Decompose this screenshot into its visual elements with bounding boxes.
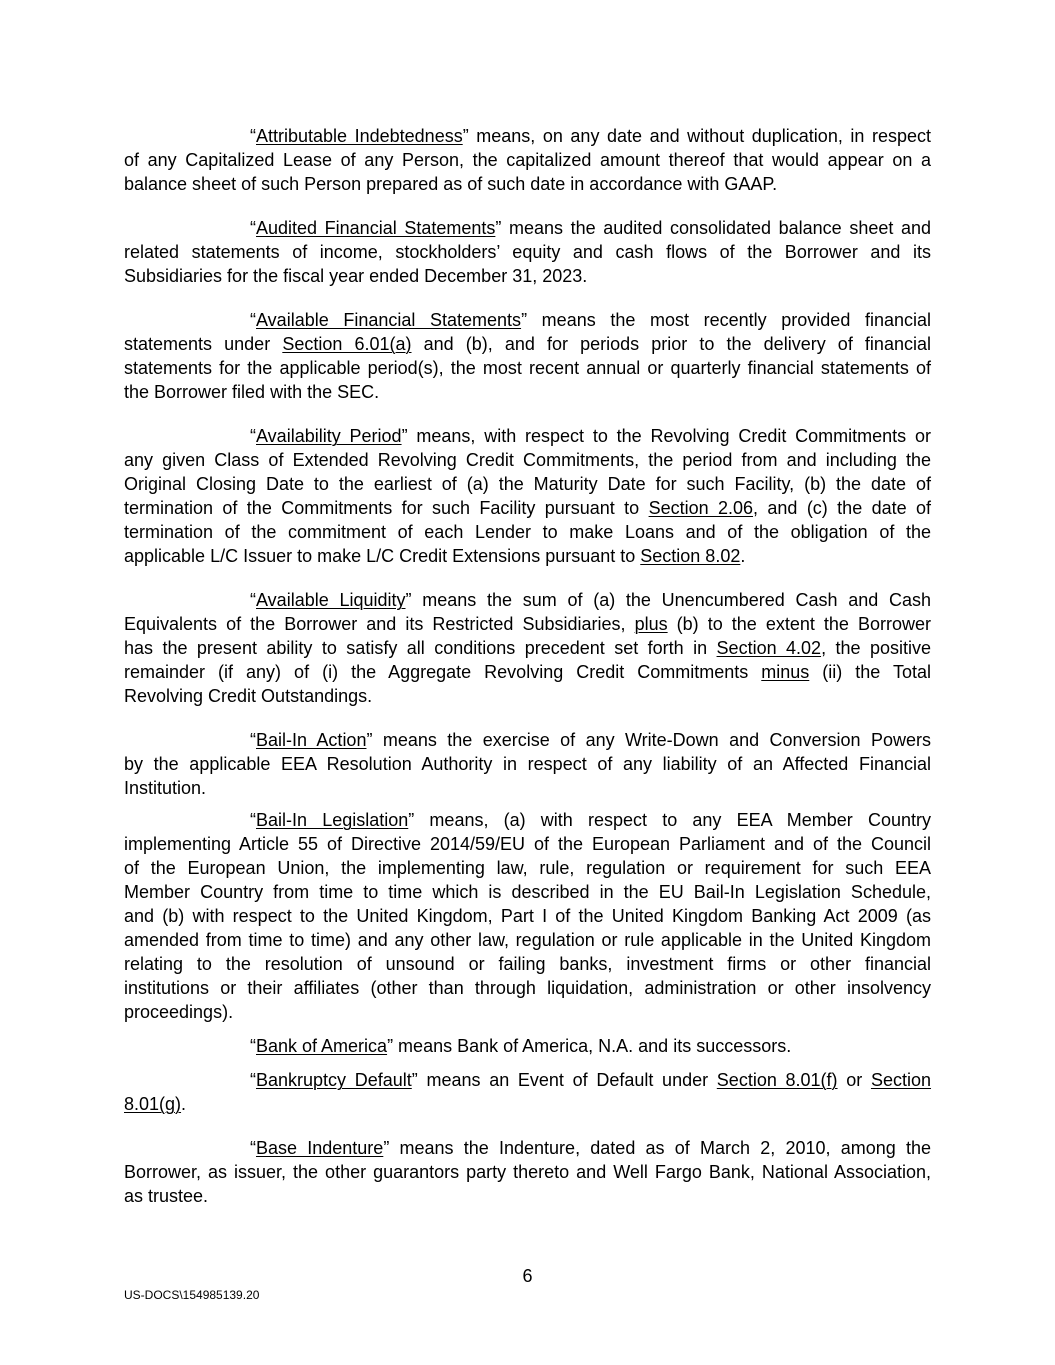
text-run: Institution.	[124, 778, 207, 798]
text-run: “	[250, 590, 256, 610]
section-reference: Section 4.02	[716, 638, 822, 658]
text-line	[124, 904, 931, 928]
text-line	[124, 1034, 931, 1058]
definition-available-liquidity	[124, 588, 931, 708]
text-run: ” means the Indenture, dated as of March 2, 2010, among the	[383, 1138, 931, 1158]
text-run: ” means the sum of (a) the Unencumbered Cash and Cash	[405, 590, 931, 610]
text-line	[124, 976, 931, 1000]
text-line	[124, 684, 931, 708]
definition-attributable-indebtedness	[124, 124, 931, 196]
text-run: and (b) with respect to the United Kingdom, Part I of the United Kingdom Banking Act 2009 (as	[124, 906, 931, 926]
text-line	[124, 124, 931, 148]
text-run: of the European Union, the implementing law, rule, regulation or requirement for such EEA	[124, 858, 931, 878]
text-run: Subsidiaries for the fiscal year ended December 31, 2023.	[124, 266, 588, 286]
text-run: by the applicable EEA Resolution Authority in respect of any liability of an Affected Financial	[124, 754, 931, 774]
text-line	[124, 1068, 931, 1092]
text-run: proceedings).	[124, 1002, 234, 1022]
text-run: Original Closing Date to the earliest of (a) the Maturity Date for such Facility, (b) the date of	[124, 474, 931, 494]
text-run: institutions or their affiliates (other than through liquidation, administration or other insolvency	[124, 978, 931, 998]
document-id-footer: US-DOCS\154985139.20	[124, 1288, 260, 1302]
text-run: ” means, with respect to the Revolving Credit Commitments or	[401, 426, 931, 446]
text-run: ” means the audited consolidated balance sheet and	[495, 218, 931, 238]
text-run: Equivalents of the Borrower and its Restricted Subsidiaries,	[124, 614, 635, 634]
text-run: ” means the exercise of any Write-Down and Conversion Powers	[366, 730, 931, 750]
text-run: Member Country from time to time which is described in the EU Bail-In Legislation Schedule,	[124, 882, 931, 902]
text-run: , the positive	[821, 638, 931, 658]
text-line	[124, 752, 931, 776]
text-line	[124, 808, 931, 832]
text-line	[124, 612, 931, 636]
section-reference: 8.01(g)	[124, 1094, 182, 1114]
section-reference: Section 8.02	[640, 546, 741, 566]
text-run: ” means the most recently provided financial	[521, 310, 931, 330]
text-line	[124, 1136, 931, 1160]
text-run: Revolving Credit Outstandings.	[124, 686, 373, 706]
text-run: “	[250, 1138, 256, 1158]
text-line	[124, 776, 931, 800]
text-run: (b) to the extent the Borrower	[667, 614, 932, 634]
text-line	[124, 544, 931, 568]
text-run: “	[250, 730, 256, 750]
text-run: “	[250, 1036, 256, 1056]
underlined-word: minus	[761, 662, 810, 682]
text-line	[124, 880, 931, 904]
defined-term: Available Financial Statements	[256, 310, 522, 330]
defined-term: Bank of America	[256, 1036, 388, 1056]
text-run: remainder (if any) of (i) the Aggregate Revolving Credit Commitments	[124, 662, 762, 682]
text-run: .	[181, 1094, 187, 1114]
defined-term: Base Indenture	[256, 1138, 384, 1158]
text-line	[124, 380, 931, 404]
text-run: as trustee.	[124, 1186, 209, 1206]
text-line	[124, 240, 931, 264]
text-line	[124, 472, 931, 496]
text-line	[124, 1184, 931, 1208]
text-run: implementing Article 55 of Directive 2014/59/EU of the European Parliament and of the Council	[124, 834, 931, 854]
text-line	[124, 856, 931, 880]
defined-term: Bankruptcy Default	[256, 1070, 412, 1090]
text-run: , and (c) the date of	[753, 498, 931, 518]
defined-term: Attributable Indebtedness	[256, 126, 463, 146]
text-run: or	[837, 1070, 871, 1090]
defined-term: Availability Period	[256, 426, 402, 446]
definition-available-financial-statements	[124, 308, 931, 404]
text-run: ” means an Event of Default under	[411, 1070, 717, 1090]
text-run: “	[250, 218, 256, 238]
section-reference: Section 6.01(a)	[282, 334, 412, 354]
definition-availability-period	[124, 424, 931, 568]
text-run: applicable L/C Issuer to make L/C Credit Extensions pursuant to	[124, 546, 641, 566]
text-line	[124, 216, 931, 240]
text-run: ” means, on any date and without duplication, in respect	[462, 126, 931, 146]
text-run: .	[740, 546, 746, 566]
text-line	[124, 148, 931, 172]
defined-term: Bail-In Action	[256, 730, 367, 750]
text-run: Borrower, as issuer, the other guarantors party thereto and Well Fargo Bank, National Association,	[124, 1162, 931, 1182]
text-run: any given Class of Extended Revolving Credit Commitments, the period from and including the	[124, 450, 931, 470]
section-reference: Section	[870, 1070, 932, 1090]
text-line	[124, 660, 931, 684]
definition-audited-financial-statements	[124, 216, 931, 288]
text-run: (ii) the Total	[809, 662, 932, 682]
definition-bail-in-legislation	[124, 808, 931, 1024]
text-line	[124, 332, 931, 356]
text-run: relating to the resolution of unsound or failing banks, investment firms or other financial	[124, 954, 931, 974]
text-line	[124, 1160, 931, 1184]
text-line	[124, 264, 931, 288]
text-line	[124, 424, 931, 448]
definition-bankruptcy-default	[124, 1068, 931, 1116]
text-run: “	[250, 310, 256, 330]
text-run: “	[250, 810, 256, 830]
section-reference: Section 8.01(f)	[716, 1070, 838, 1090]
text-line	[124, 636, 931, 660]
text-run: “	[250, 1070, 256, 1090]
text-line	[124, 308, 931, 332]
text-run: “	[250, 426, 256, 446]
defined-term: Available Liquidity	[256, 590, 406, 610]
text-line	[124, 1000, 931, 1024]
text-line	[124, 356, 931, 380]
text-run: amended from time to time) and any other law, regulation or rule applicable in the United Kingdom	[124, 930, 931, 950]
text-line	[124, 728, 931, 752]
text-run: has the present ability to satisfy all conditions precedent set forth in	[124, 638, 717, 658]
text-line	[124, 496, 931, 520]
text-run: “	[250, 126, 256, 146]
underlined-word: plus	[634, 614, 668, 634]
text-line	[124, 928, 931, 952]
page-number: 6	[522, 1266, 533, 1286]
text-run: termination of the Commitments for such Facility pursuant to	[124, 498, 649, 518]
section-reference: Section 2.06	[648, 498, 754, 518]
text-run: and (b), and for periods prior to the delivery of financial	[411, 334, 931, 354]
text-line	[124, 588, 931, 612]
text-run: ” means, (a) with respect to any EEA Member Country	[408, 810, 931, 830]
text-line	[124, 172, 931, 196]
text-run: statements under	[124, 334, 283, 354]
text-run: balance sheet of such Person prepared as of such date in accordance with GAAP.	[124, 174, 778, 194]
text-run: ” means Bank of America, N.A. and its successors.	[387, 1036, 792, 1056]
defined-term: Audited Financial Statements	[256, 218, 496, 238]
text-run: related statements of income, stockholders’ equity and cash flows of the Borrower and its	[124, 242, 931, 262]
defined-term: Bail-In Legislation	[256, 810, 409, 830]
definitions-body	[124, 124, 931, 1208]
definition-base-indenture	[124, 1136, 931, 1208]
text-line	[124, 1092, 931, 1116]
text-run: termination of the commitment of each Lender to make Loans and of the obligation of the	[124, 522, 931, 542]
definition-bank-of-america	[124, 1034, 931, 1058]
text-line	[124, 520, 931, 544]
text-run: of any Capitalized Lease of any Person, the capitalized amount thereof that would appear on a	[124, 150, 931, 170]
text-run: statements for the applicable period(s), the most recent annual or quarterly financial statements of	[124, 358, 931, 378]
text-line	[124, 448, 931, 472]
text-line	[124, 952, 931, 976]
text-run: the Borrower filed with the SEC.	[124, 382, 380, 402]
text-line	[124, 832, 931, 856]
definition-bail-in-action	[124, 728, 931, 800]
